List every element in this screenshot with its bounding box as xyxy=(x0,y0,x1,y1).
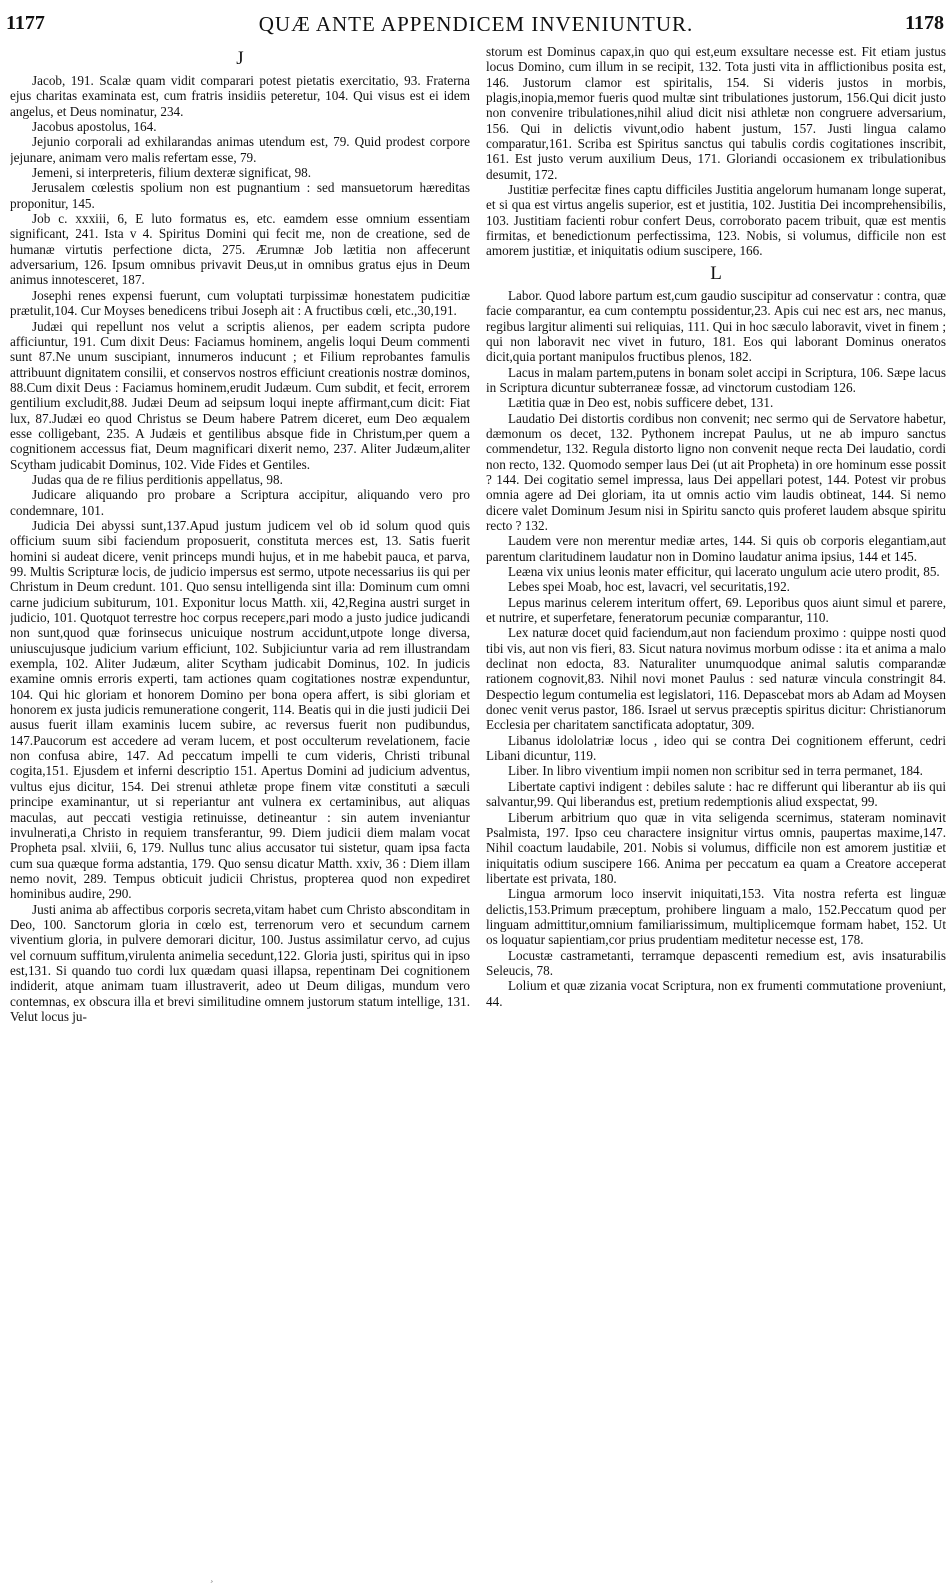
index-entry: Justitiæ perfecitæ fines captu difficiles Justitia angelorum humanam longe superat, et si qua est virtus angelis superior, est et justitia, 102. Justitia Dei incomprehensibilis, 103. Justitiam facienti robur confert Deus, corroborato pacem tribuit, quæ est mentis firmitas, et benedictionum perfectissima, 123. Nobis, si volumus, difficile non est amorem justitiæ, et iniquitatis odium suscipere, 166. xyxy=(486,182,946,259)
index-entry: Judicare aliquando pro probare a Scriptura accipitur, aliquando vero pro condemnare, 101. xyxy=(10,487,470,518)
section-letter-l: L xyxy=(710,262,722,284)
index-entry: Libertate captivi indigent : debiles salute : hac re differunt qui liberantur ab iis qui salvantur,99. Qui liberandus est, pretium redemptionis aliud exspectat, 99. xyxy=(486,778,946,810)
index-entry: Leæna vix unius leonis mater efficitur, qui lacerato ungulum acie utero prodit, 85. xyxy=(508,564,940,579)
index-entry: Laudatio Dei distortis cordibus non convenit; nec sermo qui de Servatore habetur, dæmonum os decet, 132. Pythonem increpat Paulus, ut ne ab impuro sanctus commendetur, 132. Regula distorto ligno non convenit neque recta Dei laudatio, cordi non recto, 132. Quomodo semper laus Dei (ut ait Propheta) in ore hominum esse possit ? 144. Dei cogitatio semel impressa, laus Dei appellari potest, 144. Potest vir probus omnia agere ad Dei gloriam, ita ut omnis actio vim laudis obtineat, 144. Si nemo dicere valet Dominum Jesum nisi in Spiritu sancto quis proferet laudem absque spiritu recto ? 132. xyxy=(486,410,946,533)
index-entry: Lingua armorum loco inservit iniquitati,153. Vita nostra referta est linguæ delictis,153.Primum præceptum, prohibere linguam a malo, 152.Peccatum quod per linguam admittitur,omnium familiarissimum, multiplicemque formam habet, 152. Ut os loquatur sapientiam,cor prius prudentiam meditetur necesse est, 178. xyxy=(486,886,946,948)
index-entry: Job c. xxxiii, 6, E luto formatus es, etc. eamdem esse omnium essentiam significant, 241. Ista v 4. Spiritus Domini qui fecit me, non de creatione, sed de humanæ virtutis perfectione dicta, 275. Ærumnæ Job lætitia non affecerunt adversarium, 126. Ipsum omnibus privavit Deus,ut in omnibus gratus ejus in Deum animus innotesceret, 187. xyxy=(10,211,470,288)
section-letter-j: J xyxy=(236,48,244,69)
index-entry: Liber. In libro viventium impii nomen non scribitur sed in terra permanet, 184. xyxy=(508,763,923,779)
index-entry: Liberum arbitrium quo quæ in vita seligenda scernimus, stateram nominavit Psalmista, 197. Ipso ceu charactere insignitur virtus omnis, paupertas maxime,147. Nihil coactum laudabile, 201. Nobis si volumus, difficile non est amorem justitiæ et iniquitatis odium suscipere 166. Anima per peccatum ea quam a Creatore acceperat libertate est privata, 180. xyxy=(486,809,946,886)
left-column xyxy=(10,44,470,1540)
index-entry: Lætitia quæ in Deo est, nobis sufficere debet, 131. xyxy=(508,395,774,411)
index-entry: Lolium et quæ zizania vocat Scriptura, non ex frumenti commutatione proveniunt, 44. xyxy=(486,978,946,1009)
right-pre-entry-list xyxy=(486,182,946,259)
index-entry: Jacob, 191. Scalæ quam vidit comparari potest pietatis exercitatio, 93. Fraterna ejus charitas examinata est, cum fratris insidiis peteretur, 104. Qui visus est ei idem angelus, et Deus nominatur, 234. xyxy=(10,73,470,119)
index-entry: Judicia Dei abyssi sunt,137.Apud justum judicem vel ob id solum quod quis officium suum sibi faciendum proposuerit, constituta merces est, 13. Satis fuerit homini si audeat dicere, venit princeps mundi hujus, et in me habebit pauca, et parva, 99. Multis Scripturæ locis, de judicio impersus est sermo, utpote necessarius iis qui per Christum in Deum credunt. 101. Quo sensu intelligenda sint illa: Dominum cum omni carne judicium subiturum, 101. Exponitur locus Matth. xii, 42,Regina austri surget in judicio, 101. Quotquot terrestre hoc corpus receperε,pari modo a justo judice judicandi non sunt,quod quæ forinsecus unicuique nostrum accidunt,utpote longe diversa, uniuscujusque judicium varium efficiunt, 102. Subjiciuntur varia ad rem illustrandam exempla, 102. Aliter Judæum, aliter Scytham judicabit Dominus, 102. In judicis examine omnis erroris experti, tam actiones quam cogitationes nostræ expenduntur, 104. Qui hic gloriam et honorem Domino per bona opera affert, is sibi gloriam et honorem ex justa judicis remuneratione congerit, 114. Beatis qui in die justi judicii Dei ausus fuerit illam examinis lucem subire, ac reversus fuerit non pudibundus, 147.Paucorum est accedere ad veram lucem, et post occulterum revelationem, facie non confusa abire, 147. Ad peccatum impelli te cum videris, Christi tribunal cogita,151. Ejusdem et inferni descriptio 151. Apertus Domini ad judicium adventus, vultus ejus dicitur, 154. Dei strenui athletæ prope finem vitæ constituti a sæculi principe examinantur, ut si reperiantur ant vulnera ex certaminibus, aut aliquas maculas, aut peccati vestigia retinuisse, detineantur : sin autem inveniantur invulnerati,a Christo in requiem transferantur, 99. Diem judicii diem malam vocat Propheta psal. xlviii, 6, 179. Nullus tunc alius accusator tui sistetur, quam ipsa facta cum sua quæque forma adstantia, 179. Quo sensu dicatur Matth. xxiv, 36 : Diem illam nemo novit, 289. Tempus obticuit judicii Christus, propterea quod non expediret hominibus audire, 290. xyxy=(10,517,470,902)
index-entry: Libanus idololatriæ locus , ideo qui se contra Dei cognitionem efferunt, cedri Libani dicuntur, 119. xyxy=(486,732,946,764)
right-entry-list xyxy=(486,288,946,1009)
continued-entry: storum est Dominus capax,in quo qui est,eum exsultare necesse est. Fit etiam justus locus Domino, cum illum in se recipit, 132. Tota justi vita in afflictionibus posita est, 146. Justorum clamor est spiritalis, 154. Si videris justos in morbis, plagis,inopia,memor fueris quod multæ sint tribulationes justorum, 156.Qui dicit justo non convenire tribulationes,nihil aliud dicit nisi athletæ non congruere adversarium, 156. Qui in delictis vivunt,odio habent justum, 157. Justi lingua calamo comparatur,161. Scriba est Spiritus sanctus qui tabulis cordis cogitationes inscribit, 161. Est justo verum auxilium Deus, 171. Gloriandi occasionem ex tribulationibus desumit, 172. xyxy=(486,44,946,182)
page-number-right: 1178 xyxy=(905,12,944,34)
running-title: QUÆ ANTE APPENDICEM INVENIUNTUR. xyxy=(258,12,694,36)
left-entry-list xyxy=(10,73,470,1024)
index-entry: Jacobus apostolus, 164. xyxy=(32,119,157,135)
index-entry: Jemeni, si interpreteris, filium dexteræ significat, 98. xyxy=(32,165,312,181)
index-entry: Jerusalem cœlestis spolium non est pugnantium : sed mansuetorum hæreditas proponitur, 145. xyxy=(10,180,470,211)
index-entry: Jejunio corporali ad exhilarandas animas utendum est, 79. Quid prodest corpore jejunare, animam vero malis refertam esse, 79. xyxy=(10,134,470,165)
print-mark: ¸ xyxy=(210,1572,214,1583)
page-header xyxy=(0,8,952,40)
index-entry: Laudem vere non merentur mediæ artes, 144. Si quis ob corporis elegantiam,aut parentum claritudinem laudatur non in Domino laudatur anima ipsius, 144 et 145. xyxy=(486,533,946,564)
index-entry: Locustæ castrametanti, terramque depascenti remedium est, avis insaturabilis Seleucis, 78. xyxy=(486,947,946,978)
index-entry: Lebes spei Moab, hoc est, lavacri, vel securitatis,192. xyxy=(508,579,790,595)
index-entry: Josephi renes expensi fuerunt, cum voluptati turpissimæ honestatem pudicitiæ prætulit,104. Cur Moyses benedicens tribui Joseph ait : A fructibus cœli, etc.,30,191. xyxy=(10,287,470,319)
page-number-left: 1177 xyxy=(6,12,45,34)
right-column xyxy=(486,44,946,1540)
index-entry: Judæi qui repellunt nos velut a scriptis alienos, per eadem scripta pudore afficiuntur, 191. Cum dixit Deus: Faciamus hominem, angelis loqui Deum commenti sunt 87.Ne unum suscipiant, innumeros inducunt ; et Filium reprobantes famulis attribuunt dignitatem consilii, et conservos nostros efficiunt creationis nostræ dominos, 88.Cum dixit Deus : Faciamus hominem,erudit Judæum. Cum subdit, et fecit, errorem gentilium excludit,88. Judæi Deum ad seipsum loqui inepte affirmant,cum dicit: Fiat lux, 87.Judæi eo quod Christus se Deum habere Patrem diceret, eum Deo æqualem esse colligebant, 235. A Judæis et gentilibus absque fide in Christum,per quem a cognitionem accessus fiat, Deum magnificari dixerit nemo, 237. Aliter Judæum,aliter Scytham judicabit Dominus, 102. Vide Fides et Gentiles. xyxy=(10,318,470,472)
index-entry: Lepus marinus celerem interitum offert, 69. Leporibus quos aiunt simul et parere, et nutrire, et superfetare, feneratorum pecuniæ comparantur, 110. xyxy=(486,594,946,626)
index-entry: Judas qua de re filius perditionis appellatus, 98. xyxy=(32,471,283,487)
index-entry: Lacus in malam partem,putens in bonam solet accipi in Scriptura, 106. Sæpe lacus in Scriptura dicuntur subterraneæ fossæ, ad vinctorum custodiam 126. xyxy=(486,364,946,395)
index-entry: Lex naturæ docet quid faciendum,aut non faciendum proximo : quippe nosti quod tibi vis, aut non vis fieri, 83. Sicut natura novimus morbum odisse : ita et anima a malo declinat non edocta, 83. Naturaliter unumquodque animal salutis comparandæ rationem cognovit,83. Nihil novi monet Paulus : sed naturæ vincula constringit 84. Despectio legum contumelia est legislatori, 116. Depascebat mors ab Adam ad Moysen donec venit verus pastor, 186. Israel ut servus præceptis spiritus dicitur: Christianorum Ecclesia per charitatem sanctificata adoptatur, 309. xyxy=(486,625,946,733)
index-entry: Justi anima ab affectibus corporis secreta,vitam habet cum Christo absconditam in Deo, 100. Sanctorum gloria in cœlo est, terrenorum vero et secundum carnem viventium gloria, in pulvere demorari dicitur, 100. Justus assimilatur cervo, ad cujus vel cornuum suffitum,virulenta animelia secedunt,122. Gloria justi, spiritus qui in ipso est,131. Si quando tuo cordi lux quædam quasi illapsa, repentinam Dei cognitionem indiderit, atque animam tuam illustraverit, adeo ut Deum diligas, mundum vero contemnas, ex obscura illa et brevi similitudine omnem justorum statum intellige, 131. Velut locus ju- xyxy=(10,901,470,1024)
index-entry: Labor. Quod labore partum est,cum gaudio suscipitur ad conservatur : contra, quæ facie comparantur, ea cum contemptu possidentur,23. Apis cui nec est ars, nec manus, regibus largitur alimenti sui reliquias, 111. Qui in hoc sæculo laboravit, vivet in finem ; qui non laboravit nec vivet in futuro, 181. Eos qui laborant Dominus oneratos dicit,quia portant manipulos fructibus plenos, 182. xyxy=(486,287,946,365)
